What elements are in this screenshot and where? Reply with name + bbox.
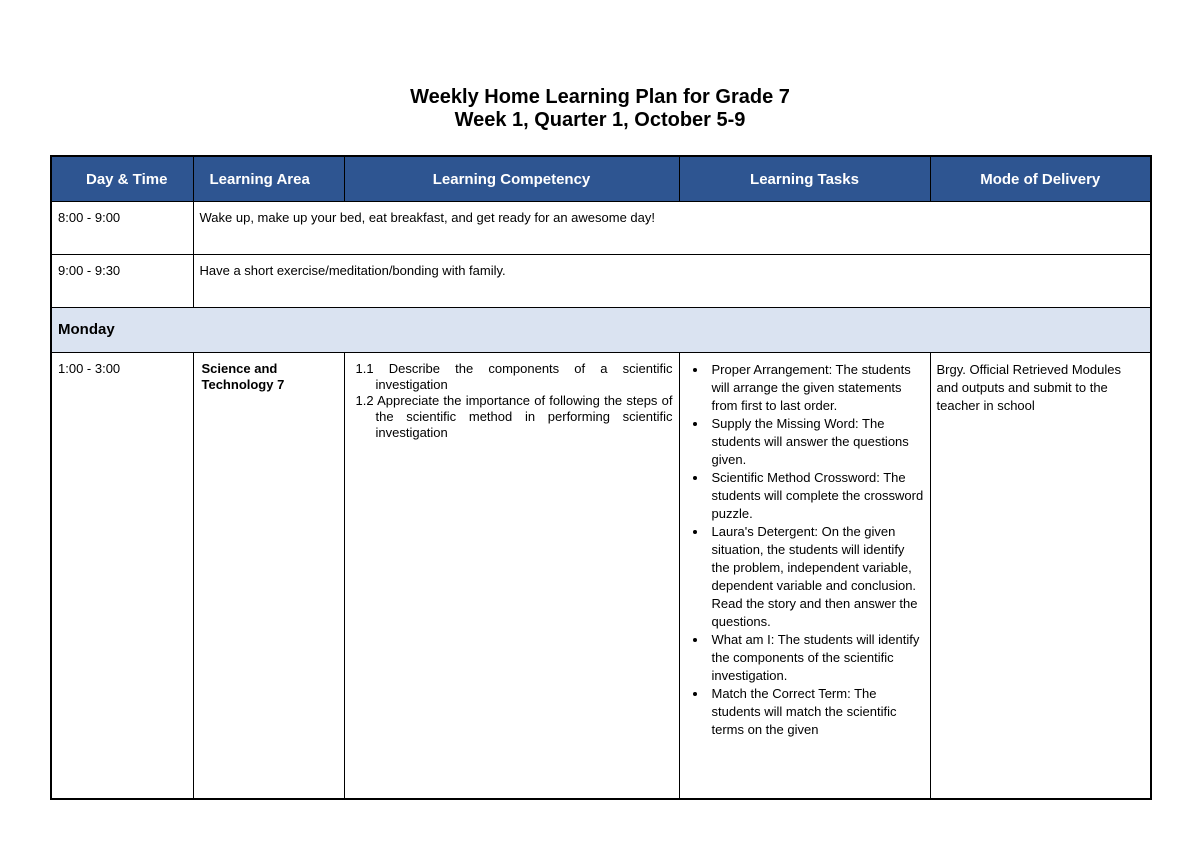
day-row: [51, 308, 1151, 353]
table-row: [51, 353, 1151, 799]
list-item: • Supply the Missing Word: The students will answer the questions given.: [708, 415, 924, 469]
document-title: [0, 86, 1200, 132]
list-item: • What am I: The students will identify the components of the scientific investigation.: [708, 631, 924, 685]
table-row: [51, 202, 1151, 255]
routine-time: 8:00 - 9:00: [51, 202, 193, 255]
list-item: • Laura's Detergent: On the given situation, the students will identify the problem, independent variable, dependent variable and conclusion. Read the story and then answer the questions.: [708, 523, 924, 631]
header-learning-area: Learning Area: [193, 156, 344, 202]
tasks-list: [686, 361, 924, 739]
list-item: 1.2 Appreciate the importance of following the steps of the scientific method in performing scientific investigation: [355, 393, 673, 440]
list-item: • Match the Correct Term: The students will match the scientific terms on the given: [708, 685, 924, 739]
session-learning-area: [193, 353, 344, 799]
session-competency: [344, 353, 679, 799]
session-time: 1:00 - 3:00: [51, 353, 193, 799]
routine-activity: Wake up, make up your bed, eat breakfast, and get ready for an awesome day!: [193, 202, 1151, 255]
routine-activity: Have a short exercise/meditation/bonding with family.: [193, 255, 1151, 308]
list-item: • Proper Arrangement: The students will arrange the given statements from first to last order.: [708, 361, 924, 415]
day-label: Monday: [51, 308, 1151, 353]
competency-list: [351, 361, 673, 441]
table-row: [51, 255, 1151, 308]
session-mode-of-delivery: Brgy. Official Retrieved Modules and outputs and submit to the teacher in school: [930, 353, 1151, 799]
header-day-time: Day & Time: [51, 156, 193, 202]
title-line-1: Weekly Home Learning Plan for Grade 7: [410, 86, 790, 108]
header-learning-tasks: Learning Tasks: [679, 156, 930, 202]
list-item: • Scientific Method Crossword: The students will complete the crossword puzzle.: [708, 469, 924, 523]
header-learning-competency: Learning Competency: [344, 156, 679, 202]
learning-plan-table: [50, 155, 1152, 800]
header-row: [51, 156, 1151, 202]
header-mode-of-delivery: Mode of Delivery: [930, 156, 1151, 202]
area-line: Science and: [201, 361, 278, 376]
title-line-2: Week 1, Quarter 1, October 5-9: [454, 109, 746, 131]
session-tasks: [679, 353, 930, 799]
routine-time: 9:00 - 9:30: [51, 255, 193, 308]
list-item: 1.1 Describe the components of a scientific investigation: [355, 361, 673, 392]
area-line: Technology 7: [201, 377, 285, 392]
